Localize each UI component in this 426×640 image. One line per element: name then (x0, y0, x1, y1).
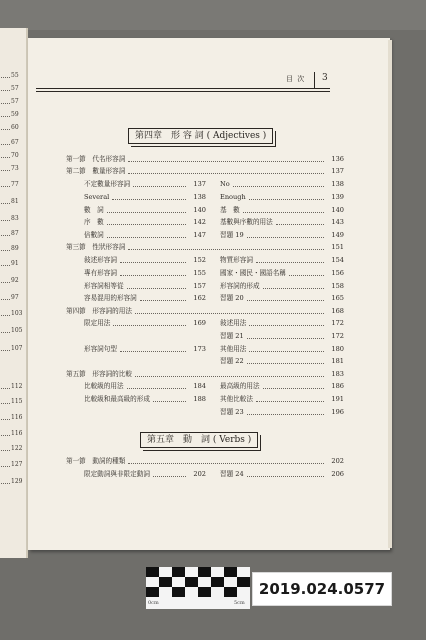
toc-entry: 限定動詞與非限定動詞 (84, 470, 150, 478)
toc-entry: 不定數量形容詞 (84, 180, 131, 188)
toc-entry: 習題 21 (220, 332, 244, 340)
left-page-number: 77 (11, 181, 19, 188)
leader-dots (247, 300, 324, 301)
toc-page-number: 162 (193, 294, 206, 302)
leader-dots (276, 224, 324, 225)
toc-entry: 比較級和最高級的形成 (84, 395, 150, 403)
leader-dots (107, 237, 186, 238)
leader-dots (127, 288, 186, 289)
leader-dots (1, 77, 10, 78)
leader-dots (1, 466, 10, 467)
scale-label-right: 5cm (234, 600, 245, 606)
leader-dots (243, 212, 324, 213)
toc-page-number: 137 (331, 167, 344, 175)
toc-page-number: 196 (331, 408, 344, 416)
left-page-number: 81 (11, 198, 19, 205)
leader-dots (127, 388, 186, 389)
leader-dots (247, 414, 324, 415)
leader-dots (153, 401, 186, 402)
toc-entry: 形容詞相等從 (84, 282, 124, 290)
page-number: 3 (322, 73, 328, 83)
left-page-number: 127 (11, 461, 23, 468)
toc-page-number: 180 (331, 345, 344, 353)
leader-dots (133, 186, 186, 187)
toc-page-number: 191 (331, 395, 344, 403)
color-scale-bar (146, 567, 250, 609)
leader-dots (263, 288, 324, 289)
toc-page-number: 154 (331, 256, 344, 264)
checker-square (146, 567, 159, 577)
toc-entry: 敍述用法 (220, 319, 247, 327)
toc-page-number: 184 (193, 382, 206, 390)
toc-page-number: 172 (331, 319, 344, 327)
left-page-number: 97 (11, 294, 19, 301)
left-page-number: 67 (11, 139, 19, 146)
leader-dots (1, 90, 10, 91)
toc-page-number: 147 (193, 231, 206, 239)
section-heading: 第一節 代名形容詞 (66, 155, 126, 163)
leader-dots (128, 161, 324, 162)
left-page-number: 116 (11, 414, 23, 421)
toc-page-number: 157 (193, 282, 206, 290)
section-heading: 第三節 性狀形容詞 (66, 243, 126, 251)
left-page-number: 57 (11, 98, 19, 105)
toc-page-number: 151 (331, 243, 344, 251)
leader-dots (153, 476, 186, 477)
toc-entry: 基數與序數的用法 (220, 218, 273, 226)
leader-dots (1, 435, 10, 436)
left-page-number: 112 (11, 383, 23, 390)
toc-page-number: 181 (331, 357, 344, 365)
leader-dots (1, 235, 10, 236)
toc-page-number: 156 (331, 269, 344, 277)
toc-page-number: 202 (331, 457, 344, 465)
leader-dots (249, 199, 324, 200)
toc-page-number: 138 (193, 193, 206, 201)
leader-dots (247, 476, 324, 477)
toc-page-number: 139 (331, 193, 344, 201)
section-heading: 第一節 動詞的種類 (66, 457, 126, 465)
leader-dots (1, 220, 10, 221)
background (0, 0, 426, 30)
left-page-number: 92 (11, 277, 19, 284)
leader-dots (249, 351, 324, 352)
leader-dots (1, 250, 10, 251)
section-heading: 第四節 形容詞的用法 (66, 307, 132, 315)
leader-dots (135, 376, 324, 377)
leader-dots (128, 173, 324, 174)
toc-entry: 國家・國民・國語名稱 (220, 269, 286, 277)
leader-dots (256, 262, 324, 263)
left-page-number: 115 (11, 398, 23, 405)
leader-dots (1, 419, 10, 420)
toc-entry: 敍述形容詞 (84, 256, 117, 264)
leader-dots (120, 351, 186, 352)
scale-label-left: 0cm (148, 600, 159, 606)
toc-entry: 限定用法 (84, 319, 111, 327)
leader-dots (128, 463, 324, 464)
toc-entry: 序 數 (84, 218, 104, 226)
toc-entry: 其他比較法 (220, 395, 253, 403)
toc-entry: 其他用法 (220, 345, 247, 353)
toc-entry: Several (84, 193, 110, 201)
leader-dots (1, 265, 10, 266)
toc-entry: 物質形容詞 (220, 256, 253, 264)
left-page-number: 73 (11, 165, 19, 172)
checker-square (198, 567, 211, 577)
checker-square (172, 567, 185, 577)
leader-dots (120, 262, 186, 263)
left-page-number: 91 (11, 260, 19, 267)
toc-page-number: 183 (331, 370, 344, 378)
toc-entry: 習題 24 (220, 470, 244, 478)
leader-dots (289, 275, 324, 276)
left-page-number: 70 (11, 152, 19, 159)
left-page-number: 60 (11, 124, 19, 131)
toc-page-number: 136 (331, 155, 344, 163)
toc-entry: 數 詞 (84, 206, 104, 214)
chapter5-title: 第五章 動 詞 ( Verbs ) (140, 432, 258, 448)
leader-dots (256, 401, 324, 402)
toc-page-number: 137 (193, 180, 206, 188)
left-page-number: 103 (11, 310, 23, 317)
toc-entry: 形容詞的形成 (220, 282, 260, 290)
left-page-number: 122 (11, 445, 23, 452)
leader-dots (1, 388, 10, 389)
leader-dots (128, 249, 324, 250)
leader-dots (120, 275, 186, 276)
toc-entry: 習題 19 (220, 231, 244, 239)
toc-page-number: 138 (331, 180, 344, 188)
leader-dots (1, 203, 10, 204)
leader-dots (1, 129, 10, 130)
checker-square (237, 577, 250, 587)
left-page-number: 89 (11, 245, 19, 252)
left-page-number: 59 (11, 111, 19, 118)
checker-square (211, 577, 224, 587)
toc-entry: 倍數詞 (84, 231, 104, 239)
checker-square (172, 587, 185, 597)
left-page-number: 55 (11, 72, 19, 79)
toc-entry: 習題 20 (220, 294, 244, 302)
leader-dots (1, 103, 10, 104)
toc-page-number: 142 (193, 218, 206, 226)
left-page-number: 116 (11, 430, 23, 437)
section-heading: 第五節 形容詞的比較 (66, 370, 132, 378)
toc-entry: 容易混用的形容詞 (84, 294, 137, 302)
leader-dots (247, 338, 324, 339)
toc-entry: Enough (220, 193, 246, 201)
toc-entry: No (220, 180, 230, 188)
toc-entry: 基 數 (220, 206, 240, 214)
leader-dots (1, 282, 10, 283)
toc-page-number: 188 (193, 395, 206, 403)
toc-entry: 習題 22 (220, 357, 244, 365)
toc-page-number: 155 (193, 269, 206, 277)
leader-dots (249, 325, 324, 326)
leader-dots (140, 300, 186, 301)
toc-page-number: 143 (331, 218, 344, 226)
leader-dots (107, 224, 186, 225)
header-rule (36, 91, 330, 92)
left-page-number: 105 (11, 327, 23, 334)
left-page-number: 87 (11, 230, 19, 237)
toc-page-number: 140 (331, 206, 344, 214)
toc-page-number: 158 (331, 282, 344, 290)
section-heading: 第二節 數量形容詞 (66, 167, 126, 175)
leader-dots (112, 199, 186, 200)
leader-dots (1, 144, 10, 145)
leader-dots (1, 403, 10, 404)
checker-square (224, 567, 237, 577)
toc-page-number: 169 (193, 319, 206, 327)
toc-page-number: 168 (331, 307, 344, 315)
left-page-number: 83 (11, 215, 19, 222)
left-page-number: 129 (11, 478, 23, 485)
leader-dots (1, 299, 10, 300)
toc-page-number: 140 (193, 206, 206, 214)
page-edge (388, 40, 392, 548)
toc-page-number: 186 (331, 382, 344, 390)
leader-dots (247, 363, 324, 364)
toc-entry: 專有形容詞 (84, 269, 117, 277)
leader-dots (113, 325, 186, 326)
checker-square (146, 587, 159, 597)
leader-dots (263, 388, 324, 389)
leader-dots (1, 350, 10, 351)
leader-dots (1, 483, 10, 484)
leader-dots (1, 315, 10, 316)
toc-page-number: 202 (193, 470, 206, 478)
leader-dots (1, 450, 10, 451)
leader-dots (1, 186, 10, 187)
chapter4-title: 第四章 形 容 詞 ( Adjectives ) (128, 128, 273, 144)
toc-page-number: 172 (331, 332, 344, 340)
checker-square (198, 587, 211, 597)
toc-page-number: 173 (193, 345, 206, 353)
leader-dots (1, 170, 10, 171)
toc-entry: 習題 23 (220, 408, 244, 416)
checker-square (224, 587, 237, 597)
leader-dots (1, 157, 10, 158)
left-page-number: 107 (11, 345, 23, 352)
header-rule (36, 88, 330, 89)
left-page-number: 57 (11, 85, 19, 92)
checker-square (159, 577, 172, 587)
toc-page-number: 149 (331, 231, 344, 239)
left-page-edge (0, 28, 28, 558)
header-divider (314, 72, 315, 88)
toc-page-number: 165 (331, 294, 344, 302)
leader-dots (1, 332, 10, 333)
leader-dots (247, 237, 324, 238)
leader-dots (1, 116, 10, 117)
toc-entry: 最高級的用法 (220, 382, 260, 390)
toc-entry: 比較級的用法 (84, 382, 124, 390)
checker-square (185, 577, 198, 587)
toc-page-number: 152 (193, 256, 206, 264)
leader-dots (135, 313, 324, 314)
accession-number-label: 2019.024.0577 (252, 572, 392, 606)
toc-entry: 形容詞句型 (84, 345, 117, 353)
toc-page-number: 206 (331, 470, 344, 478)
leader-dots (107, 212, 186, 213)
leader-dots (233, 186, 324, 187)
running-header: 目 次 (286, 75, 306, 83)
